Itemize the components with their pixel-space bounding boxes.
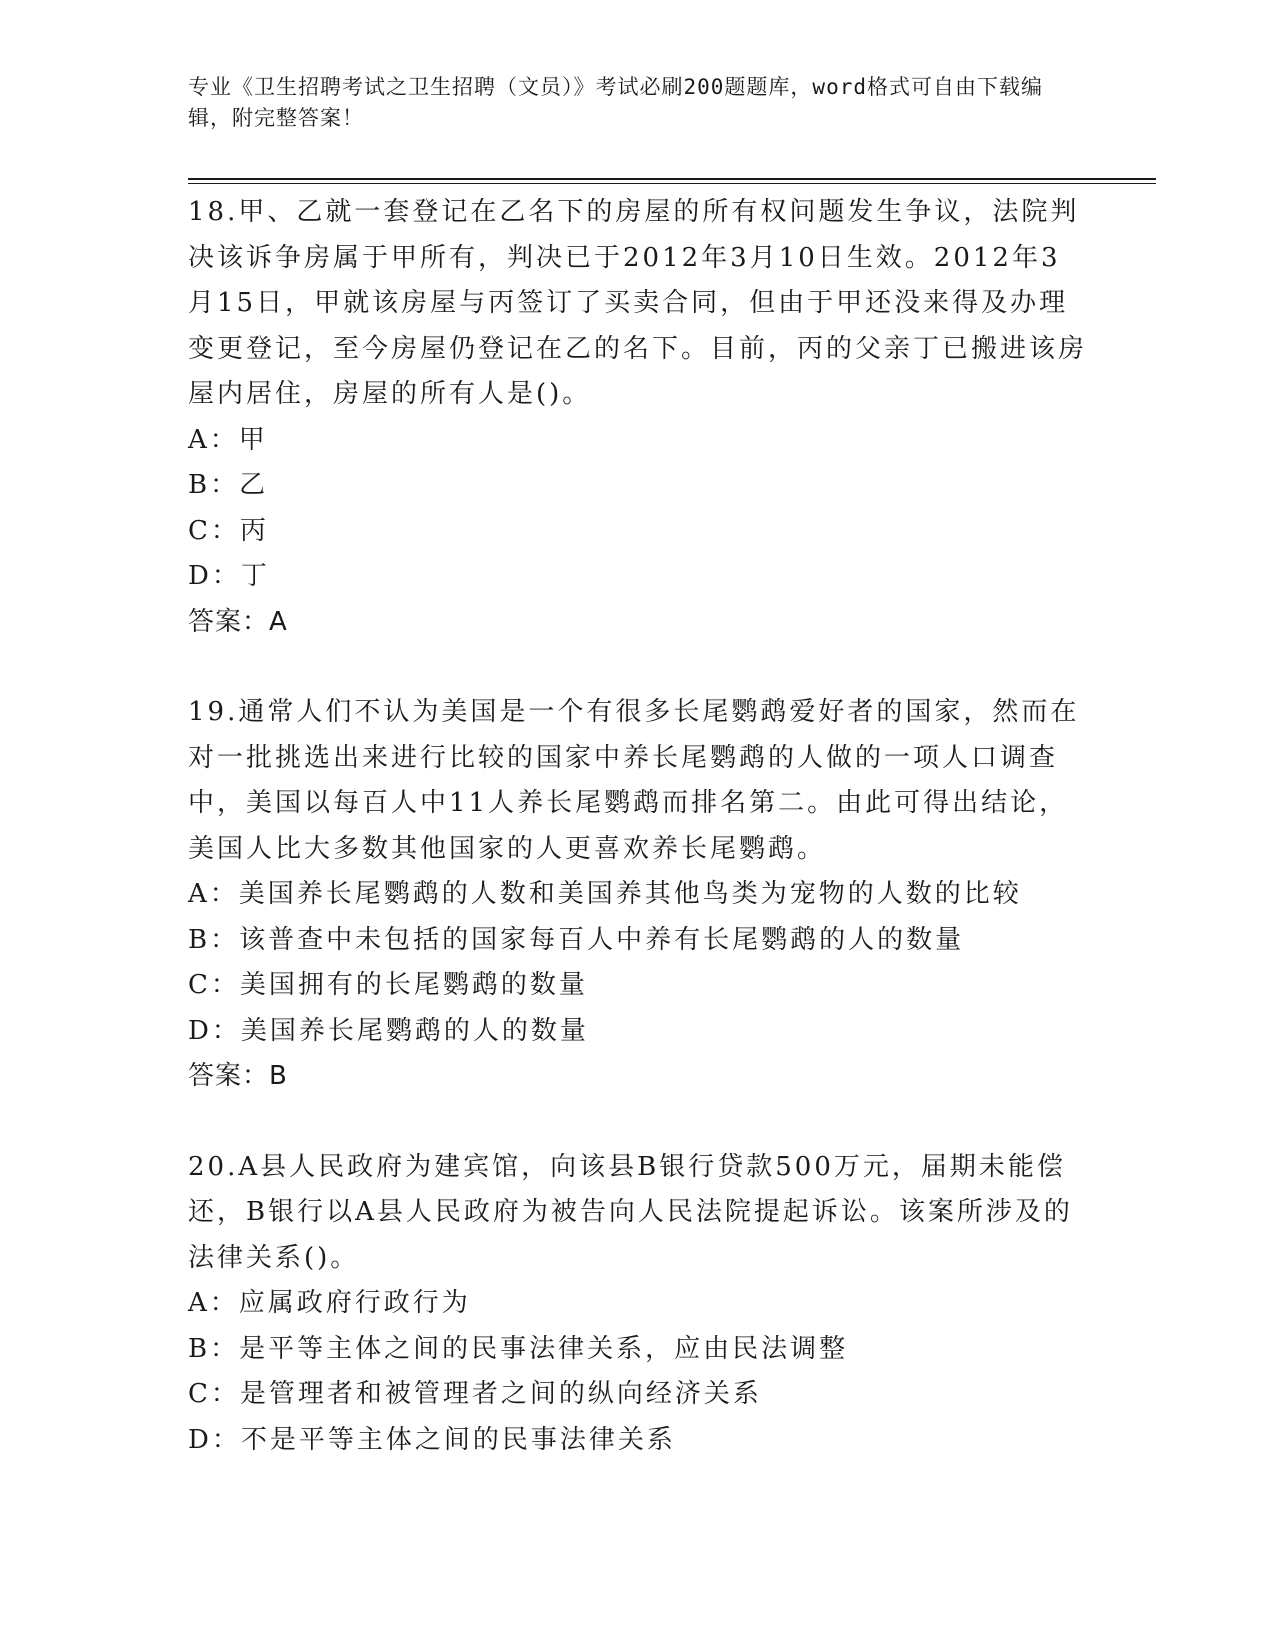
question-list [188, 190, 1088, 1463]
option-c: C：是管理者和被管理者之间的纵向经济关系 [188, 1379, 762, 1409]
question-18 [188, 190, 1088, 645]
header-divider-thin [188, 183, 1156, 184]
option-d: D：丁 [188, 561, 270, 591]
option-b: B：是平等主体之间的民事法律关系，应由民法调整 [188, 1333, 849, 1364]
question-20 [188, 1145, 1088, 1464]
option-b: B：该普查中未包括的国家每百人中养有长尾鹦鹉的人的数量 [188, 924, 965, 955]
option-b: B：乙 [188, 470, 269, 500]
document-header: 专业《卫生招聘考试之卫生招聘（文员）》考试必刷200题题库，word格式可自由下载编辑，附完整答案！ [188, 75, 1043, 130]
question-stem: 20.A县人民政府为建宾馆，向该县B银行贷款500万元，届期未能偿还，B银行以A县人民政府为被告向人民法院提起诉讼。该案所涉及的法律关系()。 [188, 1151, 1073, 1273]
answer-label: 答案：B [188, 1061, 288, 1091]
option-a: A：美国养长尾鹦鹉的人数和美国养其他鸟类为宠物的人数的比较 [188, 879, 1022, 909]
option-a: A：甲 [188, 424, 268, 455]
question-stem: 18.甲、乙就一套登记在乙名下的房屋的所有权问题发生争议，法院判决该诉争房属于甲所有，判决已于2012年3月10日生效。2012年3月15日，甲就该房屋与丙签订了买卖合同，但由于甲还没来得及办理变更登记，至今房屋仍登记在乙的名下。目前，丙的父亲丁已搬进该房屋内居住，房屋的所有人是()。 [188, 197, 1088, 409]
option-d: D：美国养长尾鹦鹉的人的数量 [188, 1015, 589, 1046]
option-c: C：美国拥有的长尾鹦鹉的数量 [188, 970, 588, 1000]
option-a: A：应属政府行政行为 [188, 1288, 471, 1318]
header-divider-thick [188, 178, 1156, 180]
answer-label: 答案：A [188, 606, 288, 637]
option-d: D：不是平等主体之间的民事法律关系 [188, 1424, 676, 1455]
question-19 [188, 690, 1088, 1100]
question-stem: 19.通常人们不认为美国是一个有很多长尾鹦鹉爱好者的国家，然而在对一批挑选出来进行比较的国家中养长尾鹦鹉的人做的一项人口调查中，美国以每百人中11人养长尾鹦鹉而排名第二。由此可得出结论，美国人比大多数其他国家的人更喜欢养长尾鹦鹉。 [188, 697, 1080, 864]
option-c: C：丙 [188, 515, 269, 546]
